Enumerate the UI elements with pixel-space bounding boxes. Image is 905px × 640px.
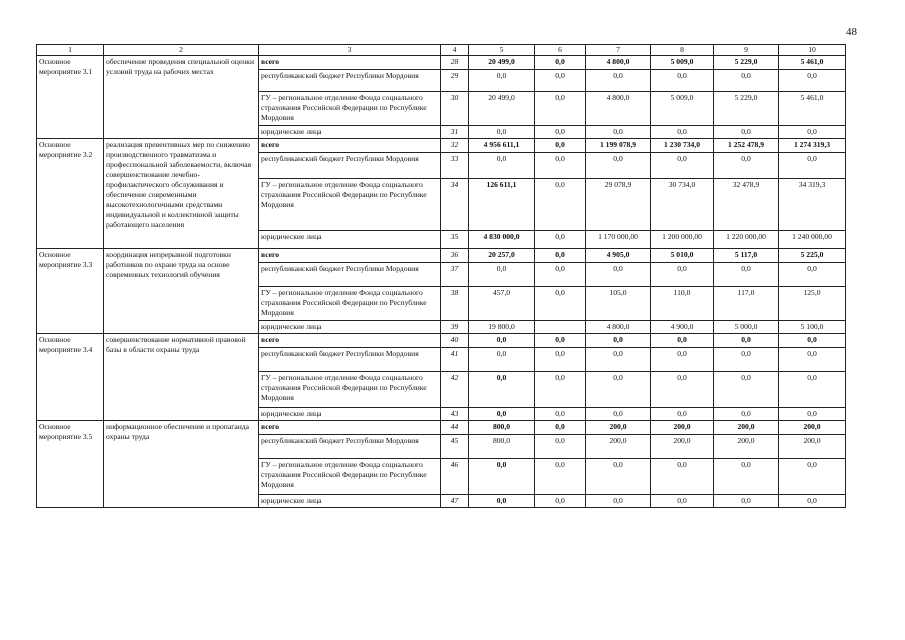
amount-cell: 0,0 [779,334,846,348]
amount-cell: 0,0 [651,348,714,372]
amount-cell [535,321,586,334]
row-number: 33 [441,153,469,179]
amount-cell: 0,0 [714,459,779,495]
row-number: 38 [441,287,469,321]
amount-cell: 125,0 [779,287,846,321]
amount-cell: 1 230 734,0 [651,139,714,153]
column-number: 5 [469,45,535,56]
amount-cell: 5 100,0 [779,321,846,334]
amount-cell: 0,0 [779,126,846,139]
amount-cell: 5 461,0 [779,92,846,126]
amount-cell: 0,0 [535,153,586,179]
amount-cell: 0,0 [535,421,586,435]
amount-cell: 4 830 000,0 [469,231,535,249]
amount-cell: 0,0 [651,126,714,139]
funding-source: юридические лица [259,321,441,334]
funding-source: ГУ – региональное отделение Фонда социального страхования Российской Федерации по Республике Мордовия [259,287,441,321]
row-number: 28 [441,56,469,70]
column-number: 7 [586,45,651,56]
row-number: 40 [441,334,469,348]
amount-cell: 4 800,0 [586,92,651,126]
amount-cell: 0,0 [535,126,586,139]
amount-cell: 0,0 [469,459,535,495]
amount-cell: 0,0 [651,334,714,348]
amount-cell: 5 229,0 [714,56,779,70]
row-number: 36 [441,249,469,263]
funding-source: республиканский бюджет Республики Мордовия [259,70,441,92]
amount-cell: 0,0 [714,334,779,348]
funding-source: республиканский бюджет Республики Мордовия [259,263,441,287]
amount-cell: 4 905,0 [586,249,651,263]
column-number: 6 [535,45,586,56]
amount-cell: 0,0 [469,334,535,348]
amount-cell: 0,0 [469,263,535,287]
row-number: 30 [441,92,469,126]
column-number: 2 [104,45,259,56]
amount-cell: 1 274 319,3 [779,139,846,153]
funding-table [36,44,846,508]
table-row [37,139,846,153]
funding-source: ГУ – региональное отделение Фонда социального страхования Российской Федерации по Республике Мордовия [259,179,441,231]
amount-cell: 0,0 [779,459,846,495]
amount-cell: 0,0 [535,287,586,321]
amount-cell: 0,0 [469,495,535,508]
amount-cell: 0,0 [714,495,779,508]
amount-cell: 800,0 [469,421,535,435]
amount-cell: 0,0 [535,372,586,408]
column-number: 4 [441,45,469,56]
amount-cell: 0,0 [651,70,714,92]
table-row [37,334,846,348]
amount-cell: 0,0 [714,372,779,408]
column-number: 9 [714,45,779,56]
amount-cell: 0,0 [586,372,651,408]
row-number: 42 [441,372,469,408]
amount-cell: 0,0 [535,139,586,153]
row-number: 43 [441,408,469,421]
measure-name: Основное мероприятие 3.2 [37,139,104,249]
amount-cell: 200,0 [651,435,714,459]
funding-source: ГУ – региональное отделение Фонда социального страхования Российской Федерации по Республике Мордовия [259,92,441,126]
amount-cell: 0,0 [651,263,714,287]
amount-cell: 0,0 [469,153,535,179]
amount-cell: 200,0 [714,421,779,435]
amount-cell: 5 225,0 [779,249,846,263]
amount-cell: 4 800,0 [586,321,651,334]
amount-cell: 0,0 [535,263,586,287]
amount-cell: 4 956 611,1 [469,139,535,153]
row-number: 37 [441,263,469,287]
funding-source: юридические лица [259,495,441,508]
amount-cell: 0,0 [714,263,779,287]
amount-cell: 20 499,0 [469,92,535,126]
amount-cell: 0,0 [779,408,846,421]
table-row [37,249,846,263]
row-number: 45 [441,435,469,459]
amount-cell: 5 009,0 [651,92,714,126]
row-number: 35 [441,231,469,249]
amount-cell: 5 009,0 [651,56,714,70]
column-number-row [37,45,846,56]
funding-source: юридические лица [259,126,441,139]
funding-source: республиканский бюджет Республики Мордовия [259,435,441,459]
amount-cell: 5 229,0 [714,92,779,126]
amount-cell: 200,0 [586,435,651,459]
amount-cell: 0,0 [586,348,651,372]
amount-cell: 0,0 [714,70,779,92]
funding-source: всего [259,249,441,263]
amount-cell: 1 220 000,00 [714,231,779,249]
measure-name: Основное мероприятие 3.5 [37,421,104,508]
amount-cell: 34 319,3 [779,179,846,231]
amount-cell: 1 200 000,00 [651,231,714,249]
measure-description: координация непрерывной подготовки работников по охране труда на основе современных технологий обучения [104,249,259,334]
page-number: 48 [846,26,857,38]
amount-cell: 0,0 [535,179,586,231]
amount-cell: 0,0 [535,92,586,126]
amount-cell: 30 734,0 [651,179,714,231]
amount-cell: 0,0 [535,435,586,459]
amount-cell: 0,0 [586,126,651,139]
funding-source: республиканский бюджет Республики Мордовия [259,153,441,179]
amount-cell: 800,0 [469,435,535,459]
column-number: 1 [37,45,104,56]
amount-cell: 4 900,0 [651,321,714,334]
amount-cell: 200,0 [586,421,651,435]
amount-cell: 0,0 [535,231,586,249]
amount-cell: 0,0 [469,408,535,421]
row-number: 39 [441,321,469,334]
amount-cell: 5 461,0 [779,56,846,70]
funding-source: республиканский бюджет Республики Мордовия [259,348,441,372]
funding-source: всего [259,334,441,348]
amount-cell: 110,0 [651,287,714,321]
row-number: 47 [441,495,469,508]
amount-cell: 19 800,0 [469,321,535,334]
amount-cell: 5 010,0 [651,249,714,263]
amount-cell: 0,0 [714,348,779,372]
amount-cell: 0,0 [779,153,846,179]
amount-cell: 0,0 [779,495,846,508]
funding-source: всего [259,421,441,435]
amount-cell: 105,0 [586,287,651,321]
amount-cell: 20 499,0 [469,56,535,70]
amount-cell: 4 800,0 [586,56,651,70]
amount-cell: 0,0 [535,334,586,348]
amount-cell: 200,0 [779,421,846,435]
table-row [37,421,846,435]
amount-cell: 0,0 [714,408,779,421]
amount-cell: 0,0 [586,495,651,508]
amount-cell: 0,0 [586,334,651,348]
row-number: 29 [441,70,469,92]
amount-cell: 5 117,0 [714,249,779,263]
amount-cell: 0,0 [535,348,586,372]
amount-cell: 0,0 [586,408,651,421]
amount-cell: 0,0 [535,495,586,508]
amount-cell: 0,0 [779,263,846,287]
amount-cell: 200,0 [651,421,714,435]
column-number: 3 [259,45,441,56]
measure-name: Основное мероприятие 3.1 [37,56,104,139]
amount-cell: 0,0 [535,56,586,70]
amount-cell: 0,0 [535,70,586,92]
funding-source: ГУ – региональное отделение Фонда социального страхования Российской Федерации по Республике Мордовия [259,372,441,408]
amount-cell: 0,0 [535,408,586,421]
amount-cell: 0,0 [779,348,846,372]
amount-cell: 200,0 [714,435,779,459]
amount-cell: 32 478,9 [714,179,779,231]
amount-cell: 0,0 [535,459,586,495]
amount-cell: 0,0 [586,459,651,495]
amount-cell: 1 240 000,00 [779,231,846,249]
row-number: 32 [441,139,469,153]
measure-name: Основное мероприятие 3.3 [37,249,104,334]
funding-source: юридические лица [259,408,441,421]
row-number: 46 [441,459,469,495]
amount-cell: 0,0 [469,372,535,408]
amount-cell: 0,0 [469,348,535,372]
amount-cell: 457,0 [469,287,535,321]
measure-name: Основное мероприятие 3.4 [37,334,104,421]
amount-cell: 117,0 [714,287,779,321]
amount-cell: 0,0 [586,263,651,287]
amount-cell: 0,0 [714,126,779,139]
amount-cell: 5 000,0 [714,321,779,334]
amount-cell: 1 199 078,9 [586,139,651,153]
row-number: 34 [441,179,469,231]
amount-cell: 0,0 [779,70,846,92]
funding-source: ГУ – региональное отделение Фонда социального страхования Российской Федерации по Республике Мордовия [259,459,441,495]
amount-cell: 0,0 [651,408,714,421]
amount-cell: 0,0 [469,70,535,92]
amount-cell: 0,0 [586,70,651,92]
amount-cell: 0,0 [651,459,714,495]
amount-cell: 1 170 000,00 [586,231,651,249]
amount-cell: 20 257,0 [469,249,535,263]
amount-cell: 126 611,1 [469,179,535,231]
amount-cell: 0,0 [586,153,651,179]
funding-source: всего [259,139,441,153]
funding-source: юридические лица [259,231,441,249]
amount-cell: 0,0 [651,153,714,179]
amount-cell: 0,0 [714,153,779,179]
measure-description: реализация превентивных мер по снижению производственного травматизма и профессиональной заболеваемости, включая совершенствование лечебно-профилактического обслуживания и обеспечение современными высокотехнологичными средствами индивидуальной и коллективной защиты работающего населения [104,139,259,249]
table-row [37,56,846,70]
amount-cell: 1 252 478,9 [714,139,779,153]
row-number: 41 [441,348,469,372]
funding-source: всего [259,56,441,70]
row-number: 44 [441,421,469,435]
amount-cell: 0,0 [469,126,535,139]
amount-cell: 0,0 [651,495,714,508]
amount-cell: 200,0 [779,435,846,459]
amount-cell: 29 078,9 [586,179,651,231]
amount-cell: 0,0 [535,249,586,263]
measure-description: совершенствование нормативной правовой базы в области охраны труда [104,334,259,421]
measure-description: информационное обеспечение и пропаганда охраны труда [104,421,259,508]
measure-description: обеспечение проведения специальной оценки условий труда на рабочих местах [104,56,259,139]
column-number: 8 [651,45,714,56]
column-number: 10 [779,45,846,56]
amount-cell: 0,0 [651,372,714,408]
amount-cell: 0,0 [779,372,846,408]
row-number: 31 [441,126,469,139]
